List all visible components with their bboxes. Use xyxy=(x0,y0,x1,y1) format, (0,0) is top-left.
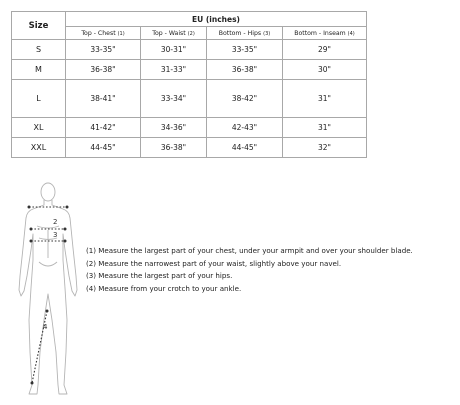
hips-cell: 36-38" xyxy=(207,60,283,80)
inseam-cell: 30" xyxy=(283,60,367,80)
waist-cell: 34-36" xyxy=(141,118,207,138)
size-cell: M xyxy=(12,60,66,80)
waist-column-header: Top - Waist (2) xyxy=(141,27,207,40)
chest-cell: 33-35" xyxy=(66,40,141,60)
chest-cell: 41-42" xyxy=(66,118,141,138)
waist-cell: 33-34" xyxy=(141,80,207,118)
hips-column-header: Bottom - Hips (3) xyxy=(207,27,283,40)
chest-cell: 36-38" xyxy=(66,60,141,80)
table-row-s xyxy=(12,40,367,60)
size-cell: S xyxy=(12,40,66,60)
body-measurement-figure xyxy=(6,180,86,402)
inseam-column-header: Bottom - Inseam (4) xyxy=(283,27,367,40)
inseam-cell: 29" xyxy=(283,40,367,60)
instruction-inseam: (4) Measure from your crotch to your ankle. xyxy=(86,283,242,293)
chest-column-header: Top - Chest (1) xyxy=(66,27,141,40)
table-row-l xyxy=(12,80,367,118)
inseam-cell: 31" xyxy=(283,80,367,118)
size-chart-table xyxy=(11,11,367,158)
hips-cell: 33-35" xyxy=(207,40,283,60)
hips-cell: 44-45" xyxy=(207,138,283,158)
instruction-waist: (2) Measure the narrowest part of your waist, slightly above your navel. xyxy=(86,258,342,268)
marker-2-label: 2 xyxy=(53,218,58,226)
measurement-instructions xyxy=(86,245,413,295)
waist-cell: 30-31" xyxy=(141,40,207,60)
inseam-cell: 31" xyxy=(283,118,367,138)
waist-cell: 36-38" xyxy=(141,138,207,158)
inseam-line xyxy=(32,311,47,383)
chest-cell: 44-45" xyxy=(66,138,141,158)
chest-cell: 38-41" xyxy=(66,80,141,118)
table-row-xl xyxy=(12,118,367,138)
size-cell: L xyxy=(12,80,66,118)
hips-cell: 38-42" xyxy=(207,80,283,118)
table-row-m xyxy=(12,60,367,80)
size-column-header: Size xyxy=(12,12,66,40)
marker-4-label: 4 xyxy=(43,323,48,331)
size-cell: XXL xyxy=(12,138,66,158)
hips-cell: 42-43" xyxy=(207,118,283,138)
instruction-hips: (3) Measure the largest part of your hips. xyxy=(86,271,233,280)
marker-3-label: 3 xyxy=(53,231,58,239)
instruction-chest: (1) Measure the largest part of your chest, under your armpit and over your shoulder blade. xyxy=(86,246,413,255)
body-outline xyxy=(19,183,77,394)
size-cell: XL xyxy=(12,118,66,138)
inseam-cell: 32" xyxy=(283,138,367,158)
waist-cell: 31-33" xyxy=(141,60,207,80)
table-row-xxl xyxy=(12,138,367,158)
eu-inches-header: EU (inches) xyxy=(66,12,367,27)
